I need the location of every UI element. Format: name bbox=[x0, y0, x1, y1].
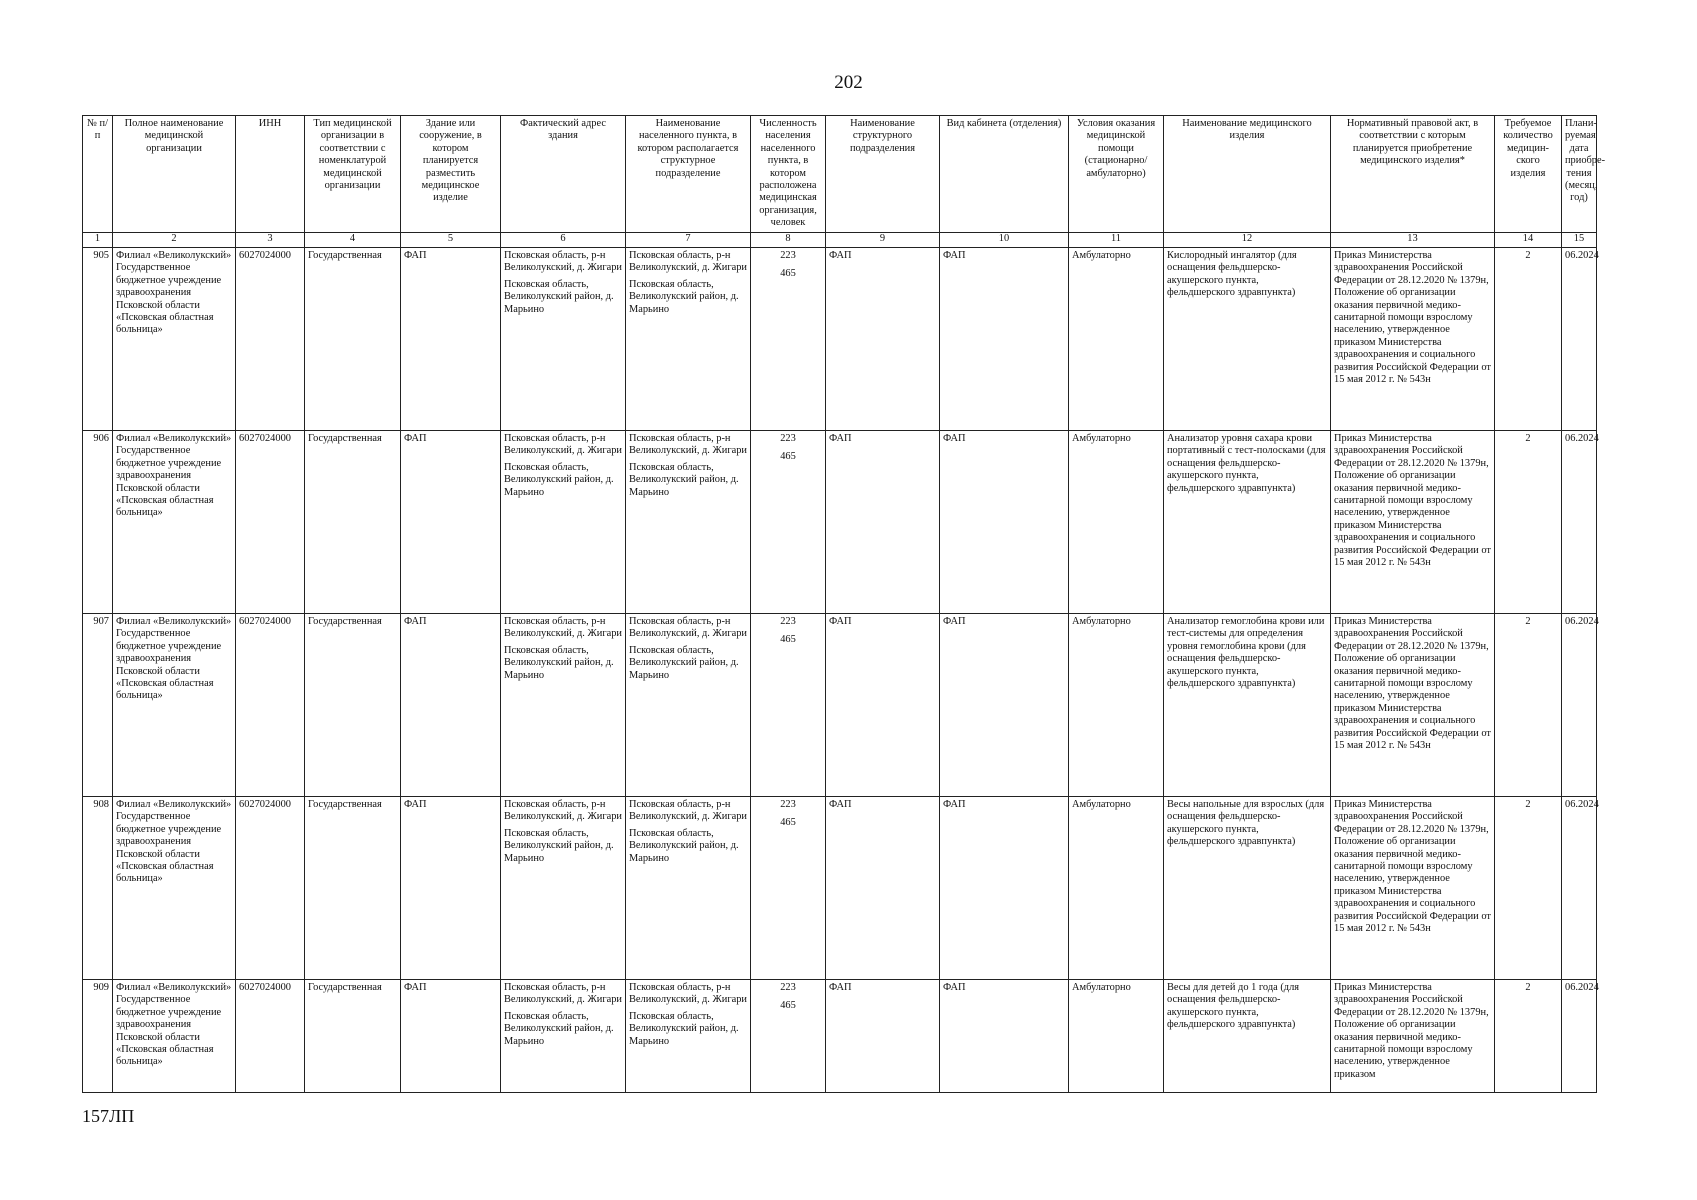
column-header: Наименование населенного пункта, в котором располагается структурное подразделение bbox=[626, 116, 751, 233]
column-header: Наименование медицинского изделия bbox=[1164, 116, 1331, 233]
row-number: 907 bbox=[83, 614, 113, 797]
address-line: Псковская область, Великолукский район, д. Марьино bbox=[504, 1010, 614, 1047]
inn-cell: 6027024000 bbox=[236, 980, 305, 1093]
column-header: Наименование структурного подразделения bbox=[826, 116, 940, 233]
population-value: 465 bbox=[780, 634, 796, 646]
care-conditions: Амбулаторно bbox=[1069, 431, 1164, 614]
device-name: Весы для детей до 1 года (для оснащения фельдшерско-акушерского пункта, фельдшерского здравпункта) bbox=[1164, 980, 1331, 1093]
column-header: Полное наименование медицинской организации bbox=[113, 116, 236, 233]
population-cell bbox=[751, 980, 826, 1093]
address-line: Псковская область, р-н Великолукский, д. Жигари bbox=[504, 799, 622, 823]
population-cell bbox=[751, 614, 826, 797]
structural-unit: ФАП bbox=[826, 980, 940, 1093]
care-conditions: Амбулаторно bbox=[1069, 614, 1164, 797]
organization-name: Филиал «Великолукский» Государственное бюджетное учреждение здравоохранения Псковской области «Псковская областная больница» bbox=[113, 980, 236, 1093]
inn-cell: 6027024000 bbox=[236, 797, 305, 980]
column-number: 12 bbox=[1164, 233, 1331, 248]
column-header: Вид кабинета (отделения) bbox=[940, 116, 1069, 233]
population-value: 223 bbox=[780, 433, 796, 444]
address-line: Псковская область, Великолукский район, д. Марьино bbox=[504, 278, 614, 315]
purchase-date: 06.2024 bbox=[1562, 614, 1597, 797]
purchase-date: 06.2024 bbox=[1562, 248, 1597, 431]
building-cell: ФАП bbox=[401, 980, 501, 1093]
quantity-cell: 2 bbox=[1495, 431, 1562, 614]
column-header: Фактический адрес здания bbox=[501, 116, 626, 233]
settlement-name bbox=[626, 431, 751, 614]
address-line: Псковская область, р-н Великолукский, д. Жигари bbox=[504, 616, 622, 640]
device-name: Анализатор уровня сахара крови портативный с тест-полосками (для оснащения фельдшерско-акушерского пункта, фельдшерского здравпункта) bbox=[1164, 431, 1331, 614]
table-body bbox=[83, 248, 1597, 1093]
column-number: 10 bbox=[940, 233, 1069, 248]
population-value: 465 bbox=[780, 451, 796, 463]
column-header: Условия оказания медицинской помощи (стационарно/ амбулаторно) bbox=[1069, 116, 1164, 233]
cabinet-type: ФАП bbox=[940, 248, 1069, 431]
population-value: 223 bbox=[780, 250, 796, 261]
actual-address bbox=[501, 431, 626, 614]
population-value: 465 bbox=[780, 1000, 796, 1012]
settlement-line: Псковская область, р-н Великолукский, д. Жигари bbox=[629, 616, 747, 640]
table-row bbox=[83, 797, 1597, 980]
organization-name: Филиал «Великолукский» Государственное бюджетное учреждение здравоохранения Псковской области «Псковская областная больница» bbox=[113, 431, 236, 614]
row-number: 905 bbox=[83, 248, 113, 431]
care-conditions: Амбулаторно bbox=[1069, 980, 1164, 1093]
organization-type: Государственная bbox=[305, 431, 401, 614]
settlement-line: Псковская область, р-н Великолукский, д. Жигари bbox=[629, 250, 747, 274]
quantity-cell: 2 bbox=[1495, 248, 1562, 431]
settlement-line: Псковская область, Великолукский район, д. Марьино bbox=[629, 1010, 739, 1047]
settlement-line: Псковская область, р-н Великолукский, д. Жигари bbox=[629, 982, 747, 1006]
structural-unit: ФАП bbox=[826, 248, 940, 431]
settlement-name bbox=[626, 614, 751, 797]
population-cell bbox=[751, 248, 826, 431]
settlement-line: Псковская область, р-н Великолукский, д. Жигари bbox=[629, 433, 747, 457]
organization-type: Государственная bbox=[305, 797, 401, 980]
column-header: № п/п bbox=[83, 116, 113, 233]
inn-cell: 6027024000 bbox=[236, 431, 305, 614]
column-header: Нормативный правовой акт, в соответствии с которым планируется приобретение медицинского изделия* bbox=[1331, 116, 1495, 233]
quantity-cell: 2 bbox=[1495, 797, 1562, 980]
settlement-line: Псковская область, р-н Великолукский, д. Жигари bbox=[629, 799, 747, 823]
organization-type: Государственная bbox=[305, 980, 401, 1093]
column-number: 14 bbox=[1495, 233, 1562, 248]
legal-act: Приказ Министерства здравоохранения Российской Федерации от 28.12.2020 № 1379н, Положение об организации оказания первичной медико-санитарной помощи взрослому населению, утвержденное приказом bbox=[1331, 980, 1495, 1093]
document-code: 157ЛП bbox=[82, 1106, 135, 1126]
column-number: 13 bbox=[1331, 233, 1495, 248]
column-number: 11 bbox=[1069, 233, 1164, 248]
row-number: 909 bbox=[83, 980, 113, 1093]
legal-act: Приказ Министерства здравоохранения Российской Федерации от 28.12.2020 № 1379н, Положение об организации оказания первичной медико-санитарной помощи взрослому населению, утвержденное приказом Министерства здравоохранения и социального развития Российской Федерации от 15 мая 2012 г. № 543н bbox=[1331, 248, 1495, 431]
device-name: Весы напольные для взрослых (для оснащения фельдшерско-акушерского пункта, фельдшерского здравпункта) bbox=[1164, 797, 1331, 980]
address-line: Псковская область, р-н Великолукский, д. Жигари bbox=[504, 433, 622, 457]
column-number: 3 bbox=[236, 233, 305, 248]
inn-cell: 6027024000 bbox=[236, 248, 305, 431]
population-value: 465 bbox=[780, 817, 796, 829]
column-number: 5 bbox=[401, 233, 501, 248]
population-cell bbox=[751, 431, 826, 614]
row-number: 906 bbox=[83, 431, 113, 614]
organization-type: Государственная bbox=[305, 248, 401, 431]
address-line: Псковская область, Великолукский район, д. Марьино bbox=[504, 827, 614, 864]
quantity-cell: 2 bbox=[1495, 614, 1562, 797]
address-line: Псковская область, р-н Великолукский, д. Жигари bbox=[504, 982, 622, 1006]
actual-address bbox=[501, 248, 626, 431]
column-number: 4 bbox=[305, 233, 401, 248]
building-cell: ФАП bbox=[401, 797, 501, 980]
table-row bbox=[83, 614, 1597, 797]
legal-act: Приказ Министерства здравоохранения Российской Федерации от 28.12.2020 № 1379н, Положение об организации оказания первичной медико-санитарной помощи взрослому населению, утвержденное приказом Министерства здравоохранения и социального развития Российской Федерации от 15 мая 2012 г. № 543н bbox=[1331, 431, 1495, 614]
actual-address bbox=[501, 614, 626, 797]
population-value: 223 bbox=[780, 982, 796, 993]
care-conditions: Амбулаторно bbox=[1069, 248, 1164, 431]
inn-cell: 6027024000 bbox=[236, 614, 305, 797]
population-value: 223 bbox=[780, 616, 796, 627]
cabinet-type: ФАП bbox=[940, 980, 1069, 1093]
purchase-date: 06.2024 bbox=[1562, 431, 1597, 614]
column-header: Плани-руемая дата приобре-тения (месяц, год) bbox=[1562, 116, 1597, 233]
table-row bbox=[83, 431, 1597, 614]
device-name: Анализатор гемоглобина крови или тест-системы для определения уровня гемоглобина крови (для оснащения фельдшерско-акушерского пункта, фельдшерского здравпункта) bbox=[1164, 614, 1331, 797]
population-cell bbox=[751, 797, 826, 980]
quantity-cell: 2 bbox=[1495, 980, 1562, 1093]
table-row bbox=[83, 980, 1597, 1093]
structural-unit: ФАП bbox=[826, 614, 940, 797]
building-cell: ФАП bbox=[401, 248, 501, 431]
device-name: Кислородный ингалятор (для оснащения фельдшерско-акушерского пункта, фельдшерского здравпункта) bbox=[1164, 248, 1331, 431]
organization-name: Филиал «Великолукский» Государственное бюджетное учреждение здравоохранения Псковской области «Псковская областная больница» bbox=[113, 797, 236, 980]
structural-unit: ФАП bbox=[826, 797, 940, 980]
column-number: 9 bbox=[826, 233, 940, 248]
legal-act: Приказ Министерства здравоохранения Российской Федерации от 28.12.2020 № 1379н, Положение об организации оказания первичной медико-санитарной помощи взрослому населению, утвержденное приказом Министерства здравоохранения и социального развития Российской Федерации от 15 мая 2012 г. № 543н bbox=[1331, 797, 1495, 980]
table-row bbox=[83, 248, 1597, 431]
address-line: Псковская область, Великолукский район, д. Марьино bbox=[504, 644, 614, 681]
column-number: 8 bbox=[751, 233, 826, 248]
row-number: 908 bbox=[83, 797, 113, 980]
building-cell: ФАП bbox=[401, 431, 501, 614]
purchase-date: 06.2024 bbox=[1562, 980, 1597, 1093]
column-header: Требуемое количество медицин-ского изделия bbox=[1495, 116, 1562, 233]
address-line: Псковская область, р-н Великолукский, д. Жигари bbox=[504, 250, 622, 274]
structural-unit: ФАП bbox=[826, 431, 940, 614]
actual-address bbox=[501, 980, 626, 1093]
legal-act: Приказ Министерства здравоохранения Российской Федерации от 28.12.2020 № 1379н, Положение об организации оказания первичной медико-санитарной помощи взрослому населению, утвержденное приказом Министерства здравоохранения и социального развития Российской Федерации от 15 мая 2012 г. № 543н bbox=[1331, 614, 1495, 797]
settlement-name bbox=[626, 797, 751, 980]
population-value: 465 bbox=[780, 268, 796, 280]
column-header: Здание или сооружение, в котором планируется разместить медицинское изделие bbox=[401, 116, 501, 233]
settlement-line: Псковская область, Великолукский район, д. Марьино bbox=[629, 644, 739, 681]
table-header bbox=[83, 116, 1606, 248]
equipment-table bbox=[82, 115, 1606, 1093]
population-value: 223 bbox=[780, 799, 796, 810]
organization-name: Филиал «Великолукский» Государственное бюджетное учреждение здравоохранения Псковской области «Псковская областная больница» bbox=[113, 248, 236, 431]
cabinet-type: ФАП bbox=[940, 431, 1069, 614]
address-line: Псковская область, Великолукский район, д. Марьино bbox=[504, 461, 614, 498]
care-conditions: Амбулаторно bbox=[1069, 797, 1164, 980]
settlement-name bbox=[626, 980, 751, 1093]
building-cell: ФАП bbox=[401, 614, 501, 797]
header-labels-row bbox=[83, 116, 1597, 233]
column-header: Численность населения населенного пункта, в котором расположена медицинская организация, человек bbox=[751, 116, 826, 233]
column-number: 15 bbox=[1562, 233, 1597, 248]
settlement-line: Псковская область, Великолукский район, д. Марьино bbox=[629, 461, 739, 498]
column-number: 6 bbox=[501, 233, 626, 248]
settlement-name bbox=[626, 248, 751, 431]
page-number: 202 bbox=[834, 72, 863, 93]
header-numbers-row bbox=[83, 233, 1597, 248]
purchase-date: 06.2024 bbox=[1562, 797, 1597, 980]
column-number: 7 bbox=[626, 233, 751, 248]
column-number: 1 bbox=[83, 233, 113, 248]
organization-name: Филиал «Великолукский» Государственное бюджетное учреждение здравоохранения Псковской области «Псковская областная больница» bbox=[113, 614, 236, 797]
settlement-line: Псковская область, Великолукский район, д. Марьино bbox=[629, 827, 739, 864]
cabinet-type: ФАП bbox=[940, 797, 1069, 980]
column-header: ИНН bbox=[236, 116, 305, 233]
actual-address bbox=[501, 797, 626, 980]
column-number: 2 bbox=[113, 233, 236, 248]
settlement-line: Псковская область, Великолукский район, д. Марьино bbox=[629, 278, 739, 315]
cabinet-type: ФАП bbox=[940, 614, 1069, 797]
organization-type: Государственная bbox=[305, 614, 401, 797]
column-header: Тип медицинской организации в соответствии с номенклатурой медицинской организации bbox=[305, 116, 401, 233]
